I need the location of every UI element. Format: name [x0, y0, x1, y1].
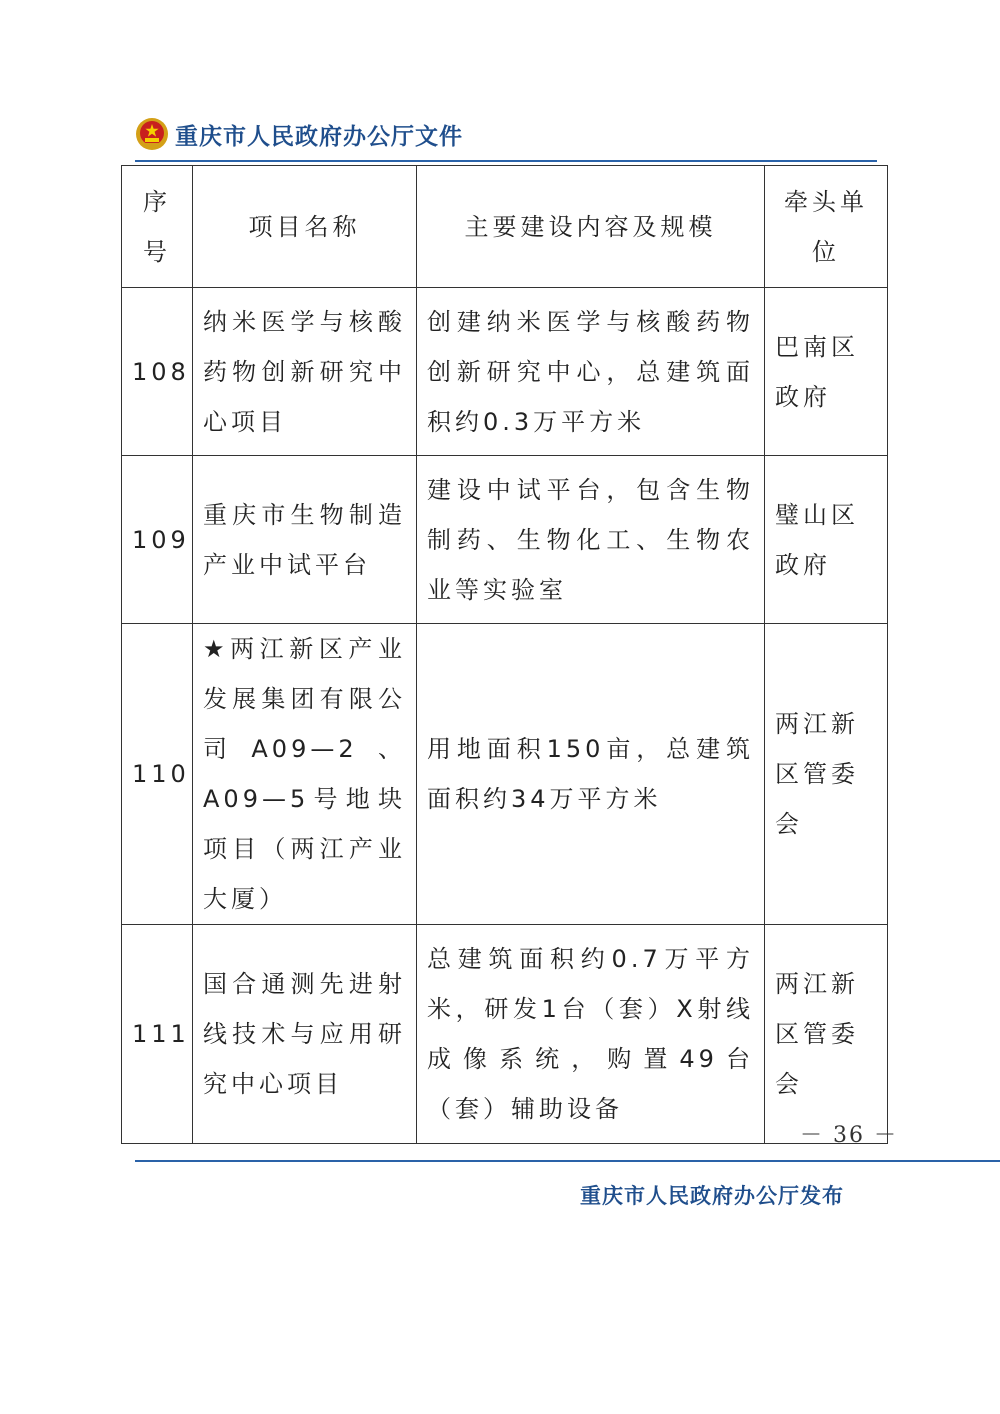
column-header-number: 序号 [122, 166, 193, 288]
document-header [135, 112, 463, 156]
project-name: ★两江新区产业发展集团有限公司A09—2、A09—5号地块项目（两江产业大厦） [193, 624, 417, 925]
column-header-unit: 牵头单位 [765, 166, 888, 288]
footer-divider [135, 1160, 1000, 1162]
lead-unit: 两江新区管委会 [765, 624, 888, 925]
project-name: 国合通测先进射线技术与应用研究中心项目 [193, 925, 417, 1144]
column-header-name: 项目名称 [193, 166, 417, 288]
lead-unit: 两江新区管委会 [765, 925, 888, 1144]
row-number: 110 [122, 624, 193, 925]
header-divider [135, 160, 877, 162]
page-number: － 36 － [800, 1123, 898, 1148]
project-content: 创建纳米医学与核酸药物创新研究中心，总建筑面积约0.3万平方米 [417, 288, 765, 456]
table-row [122, 624, 888, 925]
header-title: 重庆市人民政府办公厅文件 [175, 123, 463, 150]
project-content: 总建筑面积约0.7万平方米，研发1台（套）X射线成像系统，购置49台（套）辅助设备 [417, 925, 765, 1144]
table-header-row [122, 166, 888, 288]
footer-publisher: 重庆市人民政府办公厅发布 [580, 1184, 844, 1208]
project-table [121, 165, 888, 1144]
table-row [122, 288, 888, 456]
project-name: 纳米医学与核酸药物创新研究中心项目 [193, 288, 417, 456]
row-number: 109 [122, 456, 193, 624]
project-content: 建设中试平台，包含生物制药、生物化工、生物农业等实验室 [417, 456, 765, 624]
row-number: 111 [122, 925, 193, 1144]
project-content: 用地面积150亩，总建筑面积约34万平方米 [417, 624, 765, 925]
table-row [122, 456, 888, 624]
lead-unit: 璧山区政府 [765, 456, 888, 624]
project-name: 重庆市生物制造产业中试平台 [193, 456, 417, 624]
lead-unit: 巴南区政府 [765, 288, 888, 456]
row-number: 108 [122, 288, 193, 456]
table-row [122, 925, 888, 1144]
column-header-content: 主要建设内容及规模 [417, 166, 765, 288]
national-emblem-icon [135, 117, 169, 151]
